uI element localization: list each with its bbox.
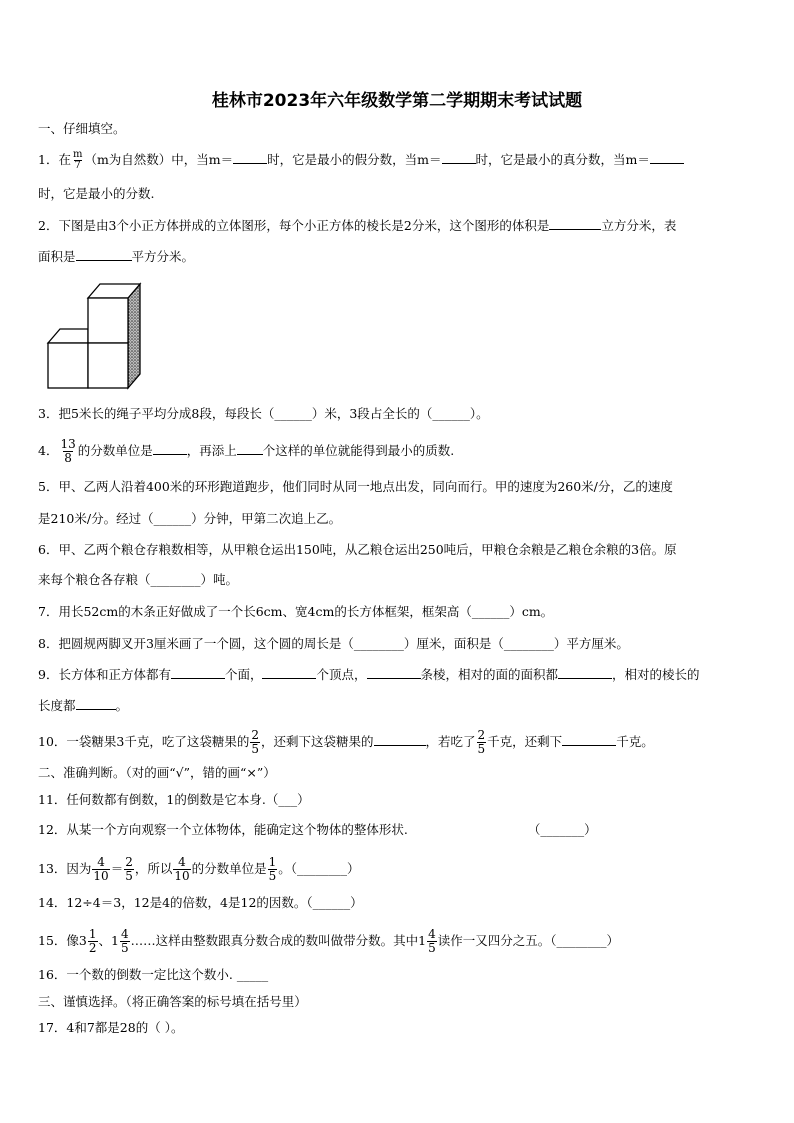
fraction-4-over-10: $\frac{4}{10}$: [174, 855, 190, 883]
fraction-2-over-5: $\frac{2}{5}$: [251, 728, 259, 756]
cube-side-shaded: [128, 284, 140, 388]
mixed-number-fraction: $\frac{4}{5}$: [428, 927, 436, 955]
answer-blank[interactable]: [442, 150, 476, 164]
question-1: 1．在 $\frac{m}{7}$ （m为自然数）中，当m＝ 时，它是最小的假分数，当m＝ 时，它是最小的真分数，当m＝: [38, 150, 684, 171]
answer-blank[interactable]: [562, 732, 616, 746]
mixed-number-fraction: $\frac{4}{5}$: [120, 927, 129, 955]
mixed-number-fraction: $\frac{1}{2}$: [88, 927, 97, 955]
question-2: 2．下图是由3个小正方体拼成的立体图形，每个小正方体的棱长是2分米，这个图形的体积是 立方分米，表: [38, 218, 677, 233]
section-heading-true-false: 二、准确判断。（对的画“√”，错的画“×”）: [38, 765, 276, 780]
answer-blank[interactable]: [233, 150, 267, 164]
question-11: 11．任何数都有倒数，1的倒数是它本身.（___）: [38, 792, 310, 807]
cube-top-face-left: [48, 329, 88, 343]
fraction-4-over-10: $\frac{4}{10}$: [93, 855, 109, 883]
question-7: 7．用长52cm的木条正好做成了一个长6cm、宽4cm的长方体框架，框架高（______）cm。: [38, 604, 554, 619]
answer-blank[interactable]: [171, 665, 225, 679]
fraction-2-over-5: $\frac{2}{5}$: [477, 728, 486, 756]
answer-blank[interactable]: [374, 732, 426, 746]
fraction-2-over-5: $\frac{2}{5}$: [125, 855, 133, 883]
question-6: 6．甲、乙两个粮仓存粮数相等，从甲粮仓运出150吨，从乙粮仓运出250吨后，甲粮仓余粮是乙粮仓余粮的3倍。原: [38, 542, 677, 557]
cube-front-left: [48, 343, 88, 388]
question-1-cont: 时，它是最小的分数.: [38, 186, 155, 201]
question-5: 5．甲、乙两人沿着400米的环形跑道跑步，他们同时从同一地点出发，同向而行。甲的速度为260米/分，乙的速度: [38, 479, 673, 494]
page-title: 桂林市2023年六年级数学第二学期期末考试试题: [211, 91, 583, 111]
question-10: 10．一袋糖果3千克，吃了这袋糖果的 $\frac{2}{5}$ ，还剩下这袋糖果的 ，若吃了 $\frac{2}{5}$ 千克，还剩下 千克。: [38, 728, 654, 756]
answer-blank[interactable]: [237, 441, 263, 455]
answer-blank[interactable]: [153, 441, 187, 455]
fraction-13-over-8: $\frac{13}{8}$: [60, 437, 76, 465]
section-heading-fill-in: 一、仔细填空。: [38, 121, 126, 136]
question-6-cont: 来每个粮仓各存粮（________）吨。: [38, 572, 239, 587]
section-heading-multiple-choice: 三、谨慎选择。（将正确答案的标号填在括号里）: [38, 994, 307, 1009]
question-9-cont: 长度都 。: [38, 698, 129, 713]
question-9: 9．长方体和正方体都有 个面， 个顶点， 条棱，相对的面的面积都 ，相对的棱长的: [38, 667, 700, 682]
question-14: 14．12÷4＝3，12是4的倍数，4是12的因数。（______）: [38, 895, 363, 910]
question-2-cont: 面积是 平方分米。: [38, 249, 195, 264]
fraction-m-over-7: $\frac{m}{7}$: [72, 149, 83, 171]
question-4: 4． $\frac{13}{8}$ 的分数单位是 ，再添上 个这样的单位就能得到最小的质数.: [38, 437, 455, 465]
fraction-1-over-5: $\frac{1}{5}$: [268, 855, 277, 883]
question-16: 16．一个数的倒数一定比这个数小. _____: [38, 967, 269, 982]
three-cubes-figure: [44, 278, 144, 392]
answer-blank[interactable]: [76, 696, 116, 710]
answer-blank[interactable]: [549, 216, 601, 230]
cube-front-upper: [88, 298, 128, 343]
answer-blank[interactable]: [650, 150, 684, 164]
question-5-cont: 是210米/分。经过（______）分钟，甲第二次追上乙。: [38, 511, 342, 526]
answer-blank[interactable]: [76, 247, 132, 261]
answer-blank[interactable]: [558, 665, 612, 679]
answer-blank[interactable]: [367, 665, 421, 679]
question-12: 12．从某一个方向观察一个立体物体，能确定这个物体的整体形状. （_______）: [38, 822, 597, 837]
question-13: 13．因为 $\frac{4}{10}$ ＝ $\frac{2}{5}$ ，所以 $\frac{4}{10}$ 的分数单位是 $\frac{1}{5}$ 。（________）: [38, 855, 360, 883]
cube-front-right: [88, 343, 128, 388]
question-8: 8．把圆规两脚叉开3厘米画了一个圆，这个圆的周长是（________）厘米，面积是（________）平方厘米。: [38, 636, 629, 651]
answer-blank[interactable]: [262, 665, 316, 679]
question-17: 17．4和7都是28的（ ）。: [38, 1020, 184, 1035]
question-3: 3．把5米长的绳子平均分成8段，每段长（______）米，3段占全长的（______）。: [38, 406, 489, 421]
question-15: 15．像3 $\frac{1}{2}$ 、1 $\frac{4}{5}$ ……这样由整数跟真分数合成的数叫做带分数。其中1 $\frac{4}{5}$ 读作一又四分之五。（________）: [38, 927, 619, 955]
